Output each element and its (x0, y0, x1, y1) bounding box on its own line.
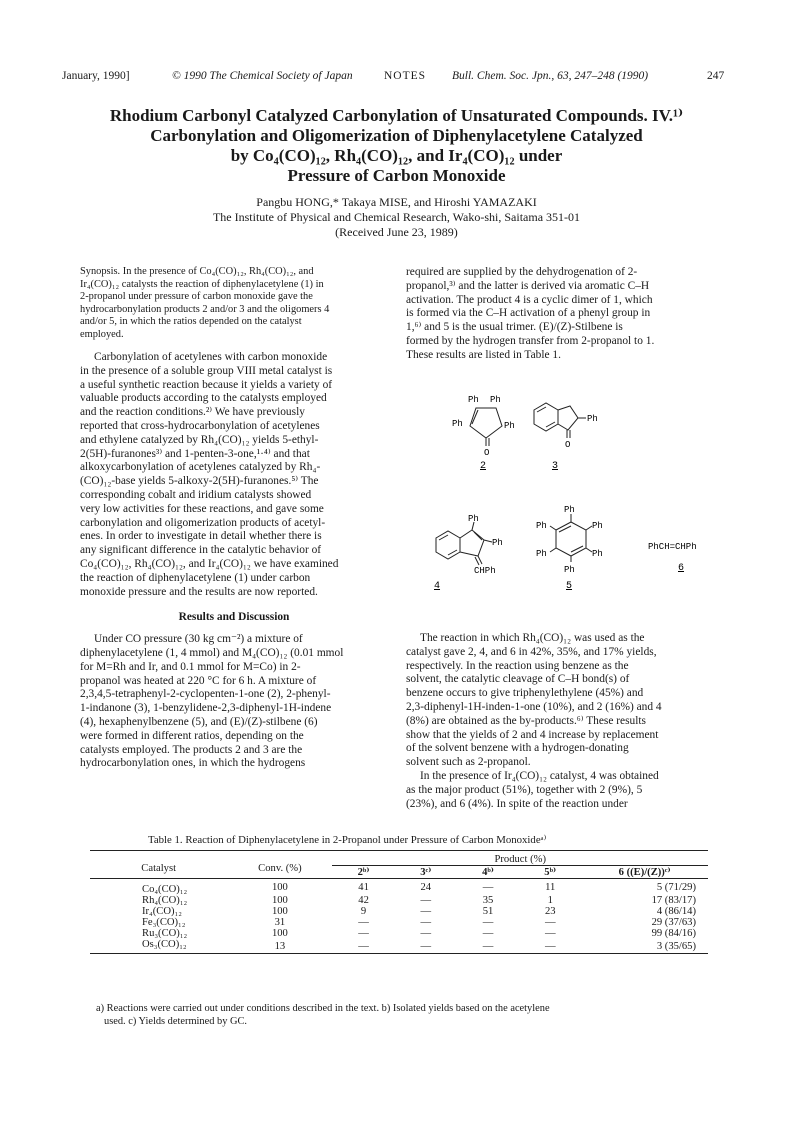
text-line: were formed in different ratios, depending on the (80, 729, 304, 742)
text-line: 2(5H)-furanones³⁾ and 1-penten-3-one,¹·⁴⁾ and that (80, 447, 310, 460)
table-caption: Table 1. Reaction of Diphenylacetylene in 2-Propanol under Pressure of Carbon Monoxideᵃ⁾ (148, 834, 547, 846)
text-line: catalyst gave 2, 4, and 6 in 42%, 35%, and 17% yields, (406, 645, 657, 658)
table-cell: — (482, 917, 494, 928)
phenyl-label: Ph (492, 538, 503, 548)
phenyl-label: Ph (468, 395, 479, 405)
title-line: Rhodium Carbonyl Catalyzed Carbonylation of Unsaturated Compounds. IV.¹⁾ (109, 106, 684, 125)
table-cell: 5 (71/29) (656, 881, 696, 893)
text-line: 1,⁶⁾ and 5 is the usual trimer. (E)/(Z)-Stilbene is (406, 321, 623, 334)
synopsis-line: hydrocarbonylation products 2 and/or 3 and the oligomers 4 (80, 303, 330, 315)
text-line: These results are listed in Table 1. (406, 348, 561, 361)
column-header: 5ᵇ⁾ (544, 867, 557, 878)
table-cell: — (544, 940, 556, 952)
chemical-structures (406, 380, 716, 625)
text-line: 1-indanone (3), 1-benzylidene-2,3-diphenyl-1H-indene (80, 702, 332, 715)
phenyl-label: Ph (592, 549, 603, 559)
phenyl-label: Ph (564, 505, 575, 515)
compound-number-label: 2 (480, 461, 487, 472)
text-line: reported that cross-hydrocarbonylation of acetylenes (80, 419, 320, 432)
table-row (90, 917, 708, 928)
phenyl-label: Ph (592, 521, 603, 531)
text-line: enes. In order to investigate in detail whether there is (80, 530, 322, 543)
column-header: 4ᵇ⁾ (482, 867, 494, 878)
table-cell: — (420, 895, 432, 906)
table-cell: 1 (547, 895, 553, 906)
phenyl-label: Ph (452, 419, 463, 429)
table-cell: — (482, 928, 494, 939)
table-cell: — (420, 917, 432, 928)
column-header: Catalyst (141, 863, 177, 874)
text-line: very low activities for these reactions, and gave some (80, 502, 324, 515)
synopsis-line: and/or 5, in which the ratios depended on the catalyst (80, 316, 302, 327)
table-cell: 100 (271, 881, 288, 893)
table-cell: — (420, 928, 432, 939)
text-line: show that the yields of 2 and 4 increase by replacement (406, 728, 659, 741)
results-paragraph (80, 633, 388, 771)
table-cell: — (482, 940, 494, 952)
table-cell: — (420, 940, 432, 952)
text-line: required are supplied by the dehydrogenation of 2- (406, 266, 638, 278)
text-line: solvent such as 2-propanol. (406, 756, 531, 769)
table-cell: Ru₃(CO)₁₂ (142, 928, 188, 939)
structure-5-benzene (556, 522, 586, 556)
text-line: propanol was heated at 220 °C for 6 h. A mixture of (80, 674, 317, 687)
intro-paragraph (80, 351, 388, 599)
phenyl-label: Ph (536, 549, 547, 559)
column-header: Product (%) (332, 851, 708, 866)
results-table (90, 850, 708, 954)
table-cell: 51 (482, 906, 494, 917)
title-line: by Co₄(CO)₁₂, Rh₄(CO)₁₂, and Ir₄(CO)₁₂ under (230, 146, 563, 165)
left-column (80, 266, 388, 771)
synopsis-line: employed. (80, 328, 124, 340)
text-line: monoxide pressure and the results are now reported. (80, 585, 318, 598)
table-cell: — (544, 928, 556, 939)
carbonyl-oxygen-label: O (565, 440, 571, 450)
benzylidene-label: CHPh (474, 566, 496, 576)
synopsis-line: Synopsis. In the presence of Co₄(CO)₁₂, Rh₄(CO)₁₂, and (80, 266, 314, 277)
table-cell: 17 (83/17) (651, 895, 696, 906)
text-line: (8%) are obtained as the by-products.⁶⁾ These results (406, 714, 646, 727)
compound-number-label: 6 (678, 563, 685, 574)
text-line: In the presence of Ir₄(CO)₁₂ catalyst, 4 was obtained (420, 769, 659, 782)
author-names: Pangbu HONG,* Takaya MISE, and Hiroshi YAMAZAKI (256, 195, 537, 209)
table-row (90, 906, 708, 917)
compound-number-label: 3 (552, 461, 559, 472)
table-cell: 23 (544, 906, 556, 917)
table-cell: — (358, 917, 369, 928)
phenyl-label: Ph (468, 514, 479, 524)
table-cell: — (358, 928, 369, 939)
right-column-bottom (406, 632, 716, 811)
text-line: carbonylation and oligomerization products of acetyl- (80, 516, 326, 529)
phenyl-label: Ph (490, 395, 501, 405)
table-cell: — (420, 906, 432, 917)
column-header: 3ᶜ⁾ (420, 867, 432, 878)
text-line: in the presence of a soluble group VIII metal catalyst is (80, 364, 333, 377)
table-row (90, 879, 708, 896)
table-cell: 29 (37/63) (651, 917, 696, 928)
header-page-number: 247 (707, 70, 725, 82)
compound-number-label: 4 (434, 581, 441, 592)
table-cell: Rh₄(CO)₁₂ (142, 895, 188, 906)
column-header: 6 ((E)/(Z))ᶜ⁾ (618, 867, 671, 878)
text-line: solvent, the catalytic cleavage of C–H bond(s) of (406, 673, 630, 686)
text-line: Under CO pressure (30 kg cm⁻²) a mixture of (94, 633, 303, 646)
text-line: any significant difference in the catalytic behavior of (80, 544, 322, 557)
received-date: (Received June 23, 1989) (335, 225, 458, 239)
text-line: 2,3-diphenyl-1H-inden-1-one (10%), and 2 (16%) and 4 (406, 700, 662, 713)
phenyl-label: Ph (587, 414, 598, 424)
text-line: alkoxycarbonylation of acetylenes catalyzed by Rh₄- (80, 461, 321, 474)
table-cell: 41 (358, 881, 369, 893)
text-line: valuable products according to the catalysts employed (80, 392, 327, 405)
synopsis (80, 266, 388, 341)
text-line: benzene occurs to give triphenylethylene (45%) and (406, 687, 644, 700)
table-cell: 100 (271, 906, 288, 917)
table-cell: 99 (84/16) (651, 928, 696, 939)
phenyl-label: Ph (564, 565, 575, 575)
text-line: catalysts employed. The products 2 and 3 are the (80, 743, 303, 756)
table-row (90, 928, 708, 939)
text-line: the reaction of diphenylacetylene (1) under carbon (80, 571, 311, 584)
footnote-line: used. c) Yields determined by GC. (104, 1016, 248, 1027)
table-row (90, 895, 708, 906)
table-cell: 9 (360, 906, 367, 917)
table-cell: 31 (274, 917, 286, 928)
text-line: is formed via the C–H activation of a phenyl group in (406, 307, 651, 320)
text-line: a useful synthetic reaction because it yields a variety of (80, 378, 333, 391)
column-header: 2ᵇ⁾ (357, 867, 370, 878)
text-line: (4), hexaphenylbenzene (5), and (E)/(Z)-stilbene (6) (80, 715, 318, 728)
table-cell: 3 (35/65) (656, 940, 696, 952)
section-heading: Results and Discussion (178, 611, 290, 624)
stilbene-formula: PhCH=CHPh (648, 542, 697, 552)
footnote-line: a) Reactions were carried out under conditions described in the text. b) Isolated yields based on the acetylene (96, 1003, 550, 1014)
table-cell: — (482, 881, 494, 893)
text-line: (23%), and 6 (4%). In spite of the reaction under (406, 797, 628, 810)
table-cell: — (358, 940, 369, 952)
header-journal: Bull. Chem. Soc. Jpn., 63, 247–248 (1990) (452, 70, 649, 82)
table-cell: 24 (420, 881, 432, 893)
text-line: respectively. In the reaction using benzene as the (406, 659, 629, 672)
table-cell: — (544, 917, 556, 928)
text-line: of the solvent benzene with a hydrogen-donating (406, 742, 629, 755)
text-line: and ethylene catalyzed by Rh₄(CO)₁₂ yields 5-ethyl- (80, 433, 319, 446)
text-line: Co₄(CO)₁₂, Rh₄(CO)₁₂, and Ir₄(CO)₁₂ we have examined (80, 557, 339, 570)
synopsis-line: Ir₄(CO)₁₂ catalysts the reaction of diphenylacetylene (1) in (80, 278, 324, 290)
phenyl-label: Ph (504, 421, 515, 431)
table-cell: 100 (271, 895, 288, 906)
text-line: and the reaction conditions.²⁾ We have previously (80, 406, 305, 419)
text-line: diphenylacetylene (1, 4 mmol) and M₄(CO)₁₂ (0.01 mmol (80, 646, 344, 659)
structure-2-ring (470, 408, 502, 438)
carbonyl-oxygen-label: O (484, 448, 490, 458)
compound-number-label: 5 (566, 581, 573, 592)
table-cell: Os₃(CO)₁₂ (142, 939, 187, 950)
table-cell: 35 (482, 895, 494, 906)
header-section: NOTES (384, 70, 427, 82)
author-block (60, 195, 733, 240)
article-title (60, 106, 733, 186)
title-line: Carbonylation and Oligomerization of Diphenylacetylene Catalyzed (150, 126, 643, 145)
affiliation: The Institute of Physical and Chemical Research, Wako-shi, Saitama 351-01 (212, 210, 581, 224)
header-copyright: © 1990 The Chemical Society of Japan (172, 70, 353, 82)
table-cell: Fe₃(CO)₁₂ (142, 917, 186, 928)
table-cell: 11 (545, 881, 556, 893)
text-line: The reaction in which Rh₄(CO)₁₂ was used as the (420, 632, 645, 644)
text-line: for M=Rh and Ir, and 0.1 mmol for M=Co) in 2- (80, 660, 301, 673)
table-1 (90, 850, 708, 954)
table-cell: 13 (274, 940, 286, 952)
text-line: activation. The product 4 is a cyclic dimer of 1, which (406, 293, 653, 306)
table-cell: 42 (358, 895, 369, 906)
table-cell: Co₄(CO)₁₂ (142, 884, 188, 895)
right-column-top (406, 266, 716, 363)
column-header: Conv. (%) (258, 863, 302, 874)
text-line: (CO)₁₂-base yields 5-alkoxy-2(5H)-furanones.⁵⁾ The (80, 475, 319, 488)
table-row (90, 939, 708, 954)
table-cell: Ir₄(CO)₁₂ (142, 906, 182, 917)
text-line: Carbonylation of acetylenes with carbon monoxide (94, 351, 328, 363)
synopsis-line: 2-propanol under pressure of carbon monoxide gave the (80, 291, 313, 302)
text-line: formed by the hydrogen transfer from 2-propanol to 1. (406, 334, 655, 347)
table-cell: 4 (86/14) (656, 906, 696, 917)
text-line: propanol,³⁾ and the latter is derived via aromatic C–H (406, 279, 650, 292)
text-line: corresponding cobalt and iridium catalysts showed (80, 488, 312, 501)
table-cell: 100 (271, 928, 288, 939)
text-line: hydrocarbonylation ones, in which the hydrogens (80, 757, 306, 770)
header-date: January, 1990] (62, 70, 130, 82)
table-footnotes (96, 1002, 716, 1028)
text-line: 2,3,4,5-tetraphenyl-2-cyclopenten-1-one (2), 2-phenyl- (80, 688, 331, 701)
title-line: Pressure of Carbon Monoxide (287, 166, 506, 185)
phenyl-label: Ph (536, 521, 547, 531)
text-line: as the major product (51%), together with 2 (9%), 5 (406, 783, 643, 796)
